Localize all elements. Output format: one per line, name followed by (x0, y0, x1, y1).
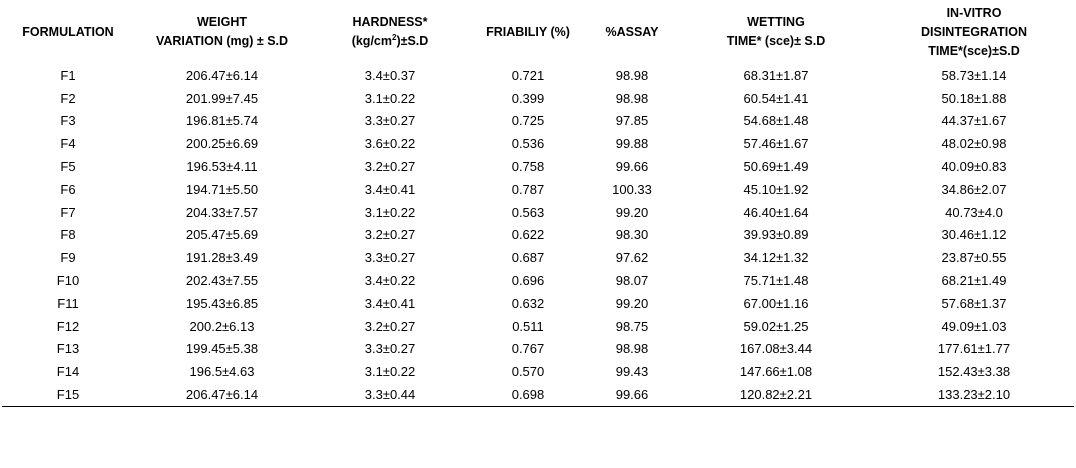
cell-weight-variation: 199.45±5.38 (185, 341, 259, 357)
cell-hardness: 3.3±0.27 (364, 113, 416, 129)
cell-assay: 100.33 (612, 181, 652, 197)
cell-wetting-time: 147.66±1.08 (739, 364, 813, 380)
cell-wetting-time: 67.00±1.16 (743, 295, 809, 311)
cell-disintegration-time: 50.18±1.88 (941, 90, 1007, 106)
table-row (2, 110, 1074, 133)
cell-hardness: 3.2±0.27 (364, 159, 416, 175)
header-disint-line3: TIME*(sce)±S.D (928, 43, 1020, 58)
cell-weight-variation: 200.25±6.69 (185, 136, 259, 152)
table-row (2, 292, 1074, 315)
cell-wetting-time: 60.54±1.41 (743, 90, 809, 106)
cell-weight-variation: 191.28±3.49 (185, 250, 259, 266)
cell-disintegration-time: 40.09±0.83 (941, 159, 1007, 175)
cell-disintegration-time: 34.86±2.07 (941, 181, 1007, 197)
cell-friability: 0.767 (511, 341, 545, 357)
cell-wetting-time: 46.40±1.64 (743, 204, 809, 220)
table-row (2, 87, 1074, 110)
cell-formulation: F8 (60, 227, 76, 243)
cell-friability: 0.563 (511, 204, 545, 220)
table-row (2, 246, 1074, 269)
cell-formulation: F14 (56, 364, 80, 380)
cell-wetting-time: 50.69±1.49 (743, 159, 809, 175)
table-row (2, 269, 1074, 292)
cell-hardness: 3.3±0.27 (364, 250, 416, 266)
cell-friability: 0.536 (511, 136, 545, 152)
cell-friability: 0.570 (511, 364, 545, 380)
header-disint-line1: IN-VITRO (946, 5, 1002, 20)
cell-disintegration-time: 49.09±1.03 (941, 318, 1007, 334)
table-row (2, 201, 1074, 224)
cell-assay: 99.66 (586, 383, 678, 406)
cell-assay: 99.66 (615, 159, 649, 175)
cell-assay: 98.98 (615, 67, 649, 83)
cell-friability: 0.758 (511, 159, 545, 175)
cell-hardness: 3.2±0.27 (364, 318, 416, 334)
cell-disintegration-time: 30.46±1.12 (941, 227, 1007, 243)
cell-assay: 99.20 (615, 204, 649, 220)
cell-disintegration-time: 152.43±3.38 (937, 364, 1011, 380)
cell-friability: 0.511 (512, 318, 544, 334)
header-weight-line2: VARIATION (mg) ± S.D (155, 34, 289, 48)
cell-formulation: F6 (60, 181, 76, 197)
formulation-evaluation-table (2, 0, 1074, 407)
cell-assay: 97.62 (615, 250, 649, 266)
cell-assay: 98.98 (615, 90, 649, 106)
header-disintegration-time (874, 0, 1074, 64)
cell-weight-variation: 200.2±6.13 (189, 318, 255, 334)
table-row (2, 178, 1074, 201)
cell-disintegration-time: 40.73±4.0 (945, 204, 1003, 220)
header-formulation-text: FORMULATION (22, 24, 114, 39)
cell-assay: 99.43 (615, 364, 649, 380)
cell-assay: 99.20 (615, 295, 649, 311)
header-hardness-line1: HARDNESS* (352, 15, 428, 29)
cell-weight-variation: 195.43±6.85 (185, 295, 259, 311)
cell-wetting-time: 34.12±1.32 (743, 250, 809, 266)
cell-disintegration-time: 57.68±1.37 (941, 295, 1007, 311)
table-row (2, 315, 1074, 338)
cell-friability: 0.698 (470, 383, 586, 406)
header-disint-line2: DISINTEGRATION (920, 24, 1028, 39)
cell-hardness: 3.3±0.27 (364, 341, 416, 357)
cell-hardness: 3.1±0.22 (364, 204, 416, 220)
header-weight-variation (134, 0, 310, 64)
cell-formulation: F10 (56, 273, 80, 289)
cell-disintegration-time: 48.02±0.98 (941, 136, 1007, 152)
cell-hardness: 3.4±0.22 (364, 273, 416, 289)
cell-wetting-time: 120.82±2.21 (678, 383, 874, 406)
cell-assay: 98.30 (615, 227, 649, 243)
cell-wetting-time: 45.10±1.92 (743, 181, 809, 197)
header-hardness (310, 0, 470, 64)
cell-formulation: F13 (56, 341, 80, 357)
cell-formulation: F12 (56, 318, 80, 334)
cell-weight-variation: 206.47±6.14 (185, 67, 259, 83)
header-row (2, 0, 1074, 64)
cell-weight-variation: 196.53±4.11 (186, 159, 258, 175)
cell-disintegration-time: 58.73±1.14 (941, 67, 1007, 83)
cell-weight-variation: 201.99±7.45 (185, 90, 259, 106)
cell-hardness: 3.4±0.41 (364, 295, 416, 311)
cell-hardness: 3.1±0.22 (364, 364, 416, 380)
header-hardness-unit: (kg/cm (351, 34, 392, 48)
cell-disintegration-time: 68.21±1.49 (941, 273, 1007, 289)
table-row (2, 132, 1074, 155)
table-row (2, 383, 1074, 406)
cell-weight-variation: 204.33±7.57 (185, 204, 259, 220)
cell-hardness: 3.4±0.37 (364, 67, 416, 83)
cell-friability: 0.399 (511, 90, 545, 106)
cell-wetting-time: 68.31±1.87 (743, 67, 809, 83)
cell-weight-variation: 194.71±5.50 (185, 181, 259, 197)
header-friability-text: FRIABILIY (%) (486, 24, 570, 39)
table-row (2, 360, 1074, 383)
cell-friability: 0.632 (511, 295, 545, 311)
cell-formulation: F3 (60, 113, 76, 129)
table-row (2, 155, 1074, 178)
cell-wetting-time: 39.93±0.89 (743, 227, 809, 243)
cell-hardness: 3.2±0.27 (364, 227, 416, 243)
cell-disintegration-time: 133.23±2.10 (874, 383, 1074, 406)
cell-hardness: 3.1±0.22 (364, 90, 416, 106)
cell-friability: 0.622 (511, 227, 545, 243)
cell-disintegration-time: 177.61±1.77 (937, 341, 1011, 357)
cell-wetting-time: 59.02±1.25 (743, 318, 809, 334)
cell-formulation: F7 (60, 204, 76, 220)
cell-formulation: F1 (60, 67, 76, 83)
cell-wetting-time: 54.68±1.48 (743, 113, 809, 129)
cell-weight-variation: 202.43±7.55 (185, 273, 259, 289)
cell-assay: 98.75 (615, 318, 649, 334)
cell-wetting-time: 167.08±3.44 (739, 341, 813, 357)
table-row (2, 338, 1074, 361)
cell-formulation: F11 (57, 295, 79, 311)
cell-friability: 0.696 (511, 273, 545, 289)
cell-friability: 0.687 (511, 250, 545, 266)
header-assay-text: %ASSAY (605, 24, 659, 39)
cell-hardness: 3.4±0.41 (364, 181, 416, 197)
cell-formulation: F4 (60, 136, 76, 152)
cell-friability: 0.787 (511, 181, 545, 197)
cell-wetting-time: 57.46±1.67 (743, 136, 809, 152)
table-body (2, 64, 1074, 406)
header-wetting-time (678, 0, 874, 64)
cell-formulation: F9 (60, 250, 76, 266)
table-row (2, 64, 1074, 87)
cell-assay: 97.85 (615, 113, 649, 129)
cell-disintegration-time: 23.87±0.55 (941, 250, 1007, 266)
table-row (2, 224, 1074, 247)
cell-formulation: F5 (60, 159, 76, 175)
cell-weight-variation: 205.47±5.69 (185, 227, 259, 243)
cell-weight-variation: 196.5±4.63 (189, 364, 255, 380)
header-wetting-line2: TIME* (sce)± S.D (726, 34, 826, 48)
cell-disintegration-time: 44.37±1.67 (941, 113, 1007, 129)
cell-hardness: 3.3±0.44 (310, 383, 470, 406)
cell-wetting-time: 75.71±1.48 (743, 273, 809, 289)
cell-assay: 98.98 (615, 341, 649, 357)
header-formulation (2, 0, 134, 64)
header-hardness-superscript: 2 (391, 32, 397, 42)
cell-formulation: F2 (60, 90, 76, 106)
header-wetting-line1: WETTING (747, 15, 805, 29)
cell-assay: 98.07 (615, 273, 649, 289)
cell-assay: 99.88 (615, 136, 649, 152)
cell-weight-variation: 196.81±5.74 (185, 113, 259, 129)
header-assay (586, 0, 678, 64)
header-friability (470, 0, 586, 64)
cell-friability: 0.725 (511, 113, 545, 129)
cell-hardness: 3.6±0.22 (364, 136, 416, 152)
cell-weight-variation: 206.47±6.14 (134, 383, 310, 406)
cell-formulation: F15 (2, 383, 134, 406)
header-weight-line1: WEIGHT (197, 15, 247, 29)
header-hardness-sd: )±S.D (396, 34, 429, 48)
cell-friability: 0.721 (511, 67, 545, 83)
